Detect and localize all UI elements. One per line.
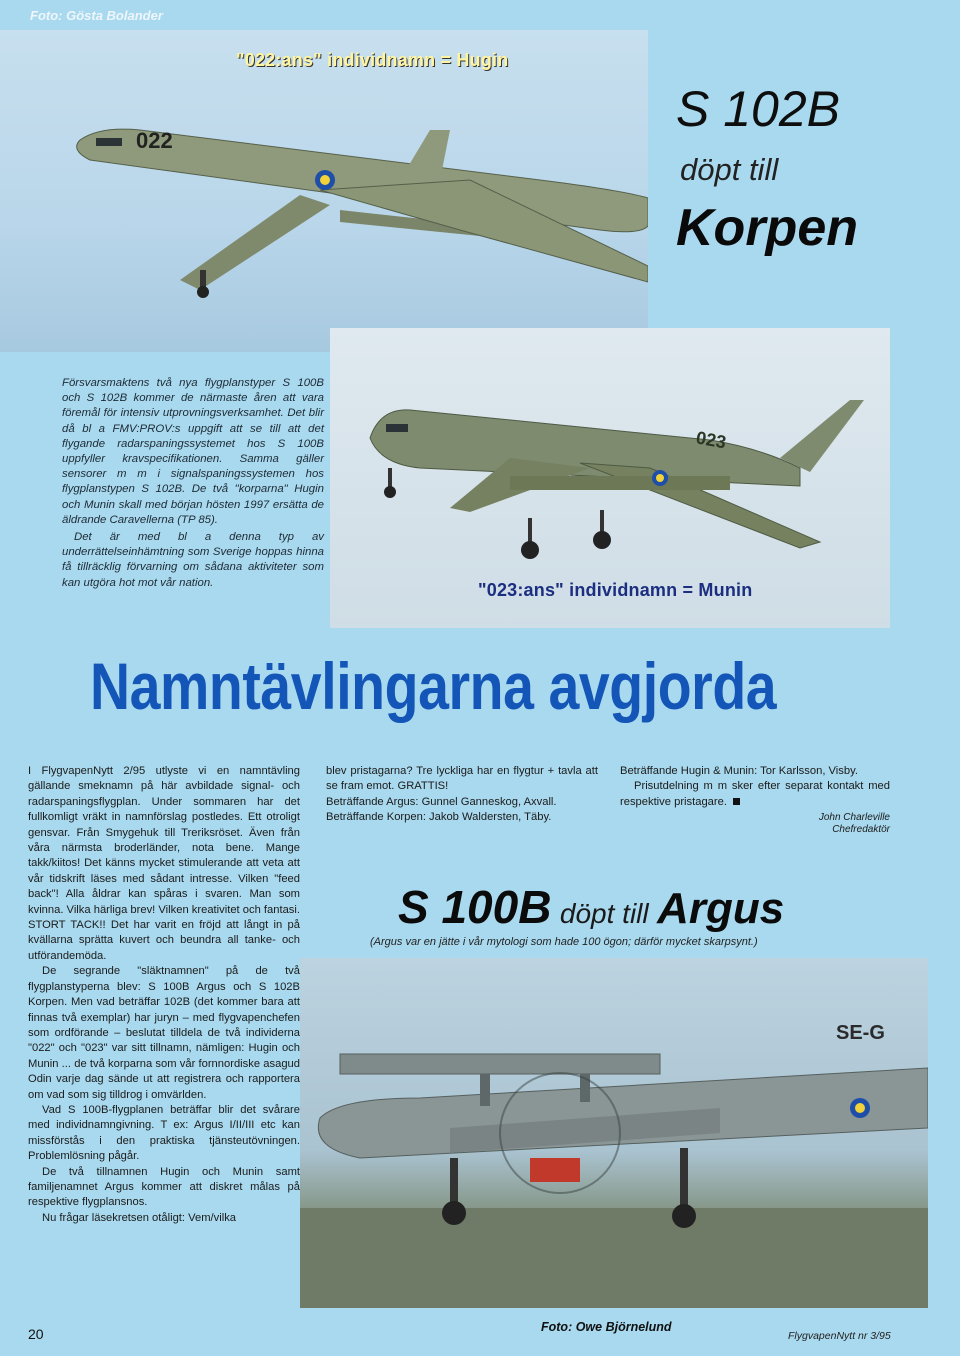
s100b-argus: Argus bbox=[657, 884, 785, 933]
intro-text bbox=[62, 376, 324, 593]
magazine-footer: FlygvapenNytt nr 3/95 bbox=[788, 1330, 891, 1342]
aircraft-argus-illustration bbox=[300, 958, 928, 1308]
article-paragraph: Nu frågar läsekretsen otåligt: Vem/vilka bbox=[42, 1211, 237, 1224]
photo-s102b-022 bbox=[0, 30, 648, 352]
main-headline: Namntävlingarna avgjorda bbox=[90, 649, 777, 723]
title-model: S 102B bbox=[676, 81, 841, 137]
signature-title: Chefredaktör bbox=[832, 824, 890, 836]
article-column-2 bbox=[326, 764, 598, 826]
article-paragraph: De segrande "släktnamnen" på de två flygplanstyperna blev: S 100B Argus och S 102B Korpen. Men vad beträffar 102B (det kommer bara att finnas två exemplar) har juryn – med flygvapenchefen som ordförande – beslutat tilldela de två individerna "022" och "023" var sitt tillnamn, nämligen: Hugin och Munin ... de två korparna som vår fornnordiske asagud Odin varje dag sände ut att registrera och rapportera om vad som sig tilldrog i omvärlden. bbox=[28, 965, 300, 1101]
end-of-article-icon bbox=[733, 798, 740, 805]
article-paragraph: De två tillnamnen Hugin och Munin samt familjenamnet Argus kommer att diskret målas på respektive flygplansnos. bbox=[28, 1165, 300, 1209]
title-korpen: Korpen bbox=[676, 199, 858, 257]
article-paragraph: Vad S 100B-flygplanen beträffar blir det svårare med individnamngivning. T ex: Argus I/II/III etc kan missförstås i den praktiska tjänsteutövningen. Problemlösning pågår. bbox=[28, 1103, 300, 1163]
article-paragraph: Beträffande Argus: Gunnel Ganneskog, Axvall. bbox=[326, 795, 557, 808]
article-paragraph: Beträffande Hugin & Munin: Tor Karlsson, Visby. bbox=[620, 765, 858, 777]
aircraft-022-illustration bbox=[0, 30, 648, 352]
signature-name: John Charleville bbox=[818, 812, 890, 824]
article-column-1 bbox=[28, 764, 300, 1226]
photo-credit-top: Foto: Gösta Bolander bbox=[30, 8, 163, 23]
s100b-heading bbox=[398, 880, 784, 934]
article-column-3 bbox=[620, 764, 890, 836]
s100b-subtitle: (Argus var en jätte i vår mytologi som hade 100 ögon; därför mycket skarpsynt.) bbox=[370, 936, 758, 948]
intro-paragraph: Det är med bl a denna typ av underrättelseinhämtning som Sverige hoppas hinna få tillräcklig förvarning om sådana aktiviteter som kan utgöra hot mot vår nation. bbox=[62, 531, 324, 589]
page-number: 20 bbox=[28, 1326, 44, 1342]
photo2-caption: "023:ans" individnamn = Munin bbox=[478, 580, 753, 600]
tail-number-022: 022 bbox=[136, 128, 173, 153]
article-paragraph: Beträffande Korpen: Jakob Waldersten, Täby. bbox=[326, 811, 552, 824]
article-paragraph: I FlygvapenNytt 2/95 utlyste vi en namntävling gällande smeknamn på här avbildade signal- och radarspaningsflygplan. Under sommaren har det fullkomligt vräkt in namnförslag postledes. Ett otroligt gensvar. Från Smygehuk till Treriksröset. Även från våra närmsta broderländer, nota bene. Mange takk/kiitos! Det känns mycket stimulerande att veta att vår tidskrift läses med sådant intresse. Vilken "feed back"! Alla åldrar kan spåras i svaren. Man som kvinna. Vilka härliga brev! Vilken kreativitet och fantasi. STORT TACK!! Det har varit en fröjd att långt in på kvällarna sprätta kuvert och beundra all tanke- och utförandemöda. bbox=[28, 765, 300, 962]
photo1-caption: "022:ans" individnamn = Hugin bbox=[236, 50, 509, 70]
photo-credit-bottom: Foto: Owe Björnelund bbox=[541, 1320, 672, 1334]
s100b-dopt-till: döpt till bbox=[559, 898, 649, 929]
article-paragraph: blev pristagarna? Tre lyckliga har en flygtur + tavla att se fram emot. GRATTIS! bbox=[326, 765, 598, 793]
title-dopt-till: döpt till bbox=[680, 152, 779, 187]
s100b-model: S 100B bbox=[398, 881, 552, 933]
intro-paragraph: Försvarsmaktens två nya flygplanstyper S 100B och S 102B kommer de närmaste åren att vara föremål för intensiv utprovningsverksamhet. Det blir då bl a FMV:PROV:s uppgift att se till att det flygande radarspaningssystemet hos S 100B uppfyller kravspecifikationen. Samma gäller sensorer m m i signalspaningssystemen hos flygplanstypen S 102B. De två "korparna" Hugin och Munin skall med början hösten 1997 ersätta de äldrande Caravellerna (TP 85). bbox=[62, 377, 324, 526]
tail-number-023: 023 bbox=[694, 427, 728, 453]
photo-s100b-argus bbox=[300, 958, 928, 1308]
article-paragraph: Prisutdelning m m sker efter separat kontakt med respektive pristagare. bbox=[620, 780, 890, 808]
tail-marking-se: SE-G bbox=[836, 1022, 885, 1044]
